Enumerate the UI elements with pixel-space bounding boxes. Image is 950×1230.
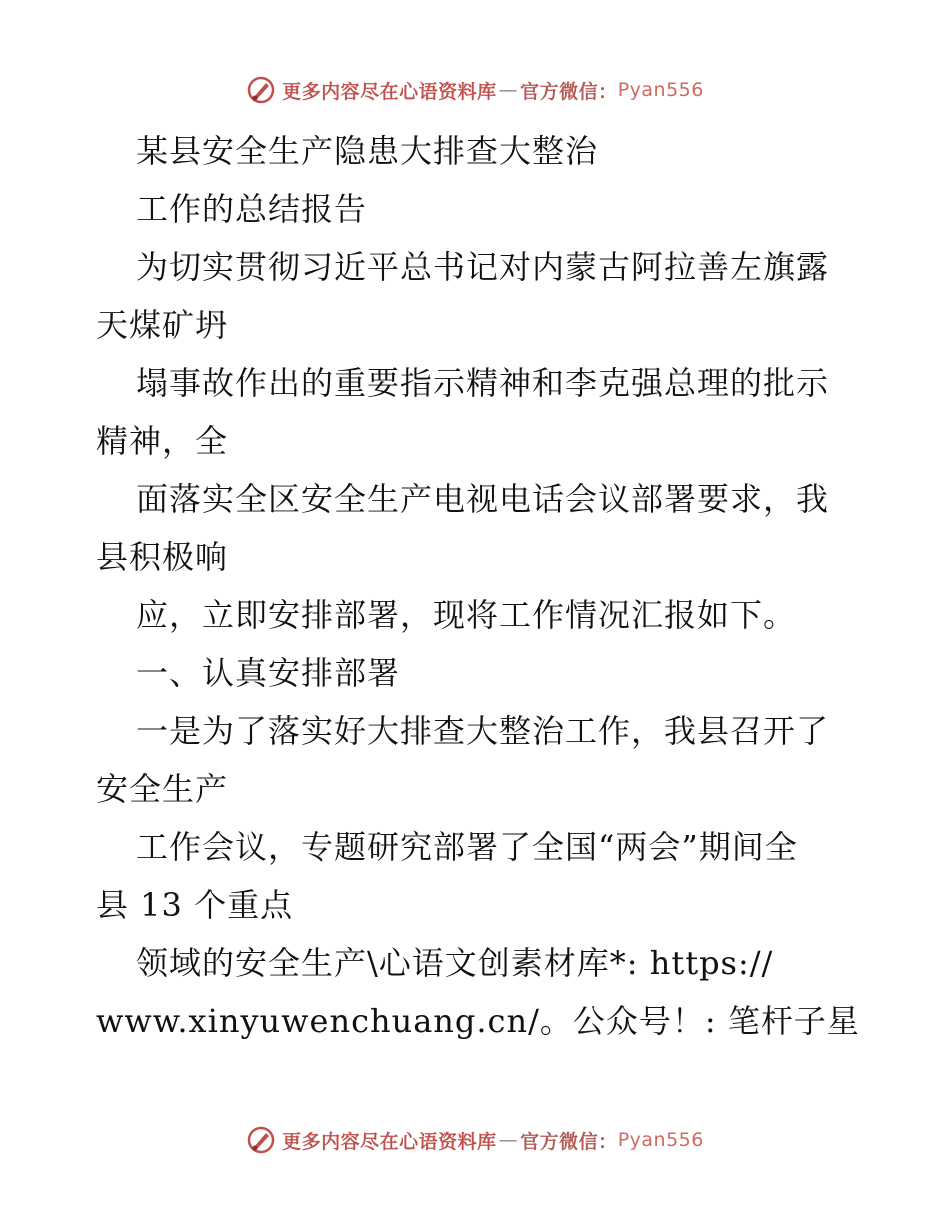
- paragraph-line: 县积极响: [96, 538, 229, 576]
- banner-main-text: 更多内容尽在心语资料库: [282, 80, 497, 103]
- banner-wechat-label: 官方微信：: [520, 1130, 618, 1153]
- paragraph-line: 为切实贯彻习近平总书记对内蒙古阿拉善左旗露: [136, 248, 830, 286]
- document-title-line-2: 工作的总结报告: [136, 190, 368, 228]
- header-watermark-banner: [0, 70, 950, 110]
- paragraph-line: 工作会议，专题研究部署了全国“两会”期间全: [136, 828, 798, 866]
- banner-account: Pyan556: [617, 79, 704, 101]
- paragraph-line: 安全生产: [96, 770, 229, 808]
- paragraph-line: 一是为了落实好大排查大整治工作，我县召开了: [136, 712, 830, 750]
- paragraph-line: 天煤矿坍: [96, 306, 229, 344]
- banner-dash: —: [498, 1129, 519, 1151]
- footer-watermark-banner: [0, 1120, 950, 1160]
- brush-logo-icon: [246, 75, 276, 105]
- paragraph-line: 县 13 个重点: [96, 886, 294, 924]
- document-title-line-1: 某县安全生产隐患大排查大整治: [136, 132, 599, 170]
- paragraph-line: 领域的安全生产\心语文创素材库*: https://: [136, 944, 774, 982]
- paragraph-line: 应，立即安排部署，现将工作情况汇报如下。: [136, 596, 797, 634]
- paragraph-line: 塌事故作出的重要指示精神和李克强总理的批示: [136, 364, 830, 402]
- paragraph-line: 面落实全区安全生产电视电话会议部署要求，我: [136, 480, 830, 518]
- paragraph-line: 精神，全: [96, 422, 229, 460]
- banner-main-text: 更多内容尽在心语资料库: [282, 1130, 497, 1153]
- banner-account: Pyan556: [617, 1129, 704, 1151]
- brush-logo-icon: [246, 1125, 276, 1155]
- document-body: [96, 122, 866, 1050]
- banner-wechat-label: 官方微信：: [520, 80, 618, 103]
- banner-dash: —: [498, 79, 519, 101]
- paragraph-line: www.xinyuwenchuang.cn/。公众号！: 笔杆子星: [96, 1002, 860, 1040]
- section-heading: 一、认真安排部署: [136, 654, 401, 692]
